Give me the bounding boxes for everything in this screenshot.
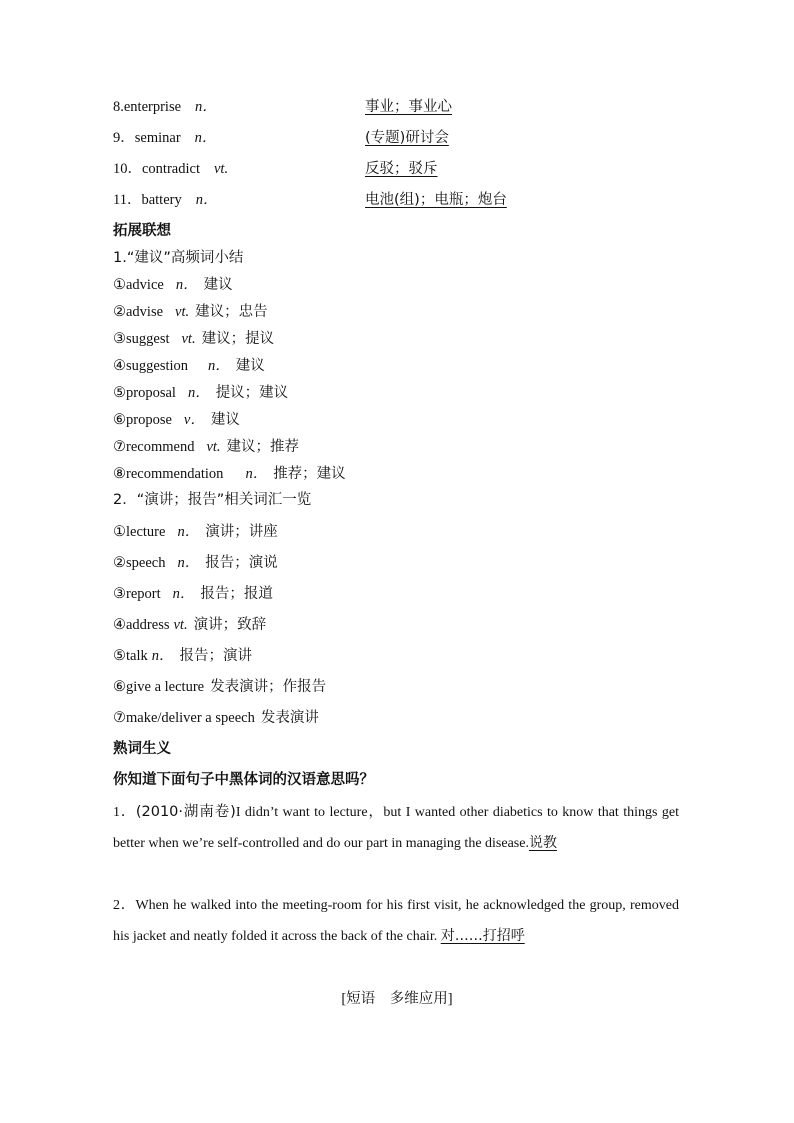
- vocab-meaning: 电池(组)；电瓶；炮台: [365, 192, 507, 208]
- vocab-row: [113, 127, 449, 149]
- list-item: ③suggest vt. 建议；提议: [113, 331, 275, 347]
- vocab-meaning: (专题)研讨会: [365, 130, 449, 146]
- vocab-pos: n．: [195, 192, 218, 208]
- list-item: ⑦recommend vt. 建议；推荐: [113, 439, 300, 455]
- answer: 对……打招呼: [440, 928, 525, 944]
- list-item: ①lecture n． 演讲；讲座: [113, 524, 278, 540]
- vocab-meaning: 事业；事业心: [365, 99, 452, 115]
- list-item: ②speech n． 报告；演说: [113, 555, 278, 571]
- list-item: ①advice n． 建议: [113, 277, 233, 293]
- group-title: 2．“演讲；报告”相关词汇一览: [113, 492, 312, 508]
- vocab-row: [113, 96, 452, 118]
- answer: 说教: [528, 835, 557, 851]
- list-item: ⑥propose v． 建议: [113, 412, 240, 428]
- list-item: ③report n． 报告；报道: [113, 586, 273, 602]
- vocab-row: [113, 189, 507, 211]
- list-item: ②advise vt. 建议；忠告: [113, 304, 268, 320]
- vocab-term: 9．seminar: [113, 130, 181, 146]
- vocab-pos: n．: [194, 130, 217, 146]
- vocab-pos: n．: [195, 99, 217, 115]
- list-item: ⑧recommendation n． 推荐；建议: [113, 466, 346, 482]
- list-item: ④suggestion n． 建议: [113, 358, 265, 374]
- section-heading-familiar: 熟词生义: [113, 741, 171, 757]
- vocab-term: 8.enterprise: [113, 99, 182, 115]
- question-prompt: 你知道下面句子中黑体词的汉语意思吗？: [113, 772, 374, 788]
- list-item: ⑦make/deliver a speech 发表演讲: [113, 710, 319, 726]
- vocab-term: 10．contradict: [113, 161, 200, 177]
- group-title: 1.“建议”高频词小结: [113, 250, 244, 266]
- vocab-term: 11．battery: [113, 192, 182, 208]
- list-item: ⑤talk n． 报告；演讲: [113, 648, 252, 664]
- vocab-row: [113, 158, 438, 180]
- list-item: ⑥give a lecture 发表演讲；作报告: [113, 679, 327, 695]
- section-label-phrases: [短语 多维应用]: [341, 991, 453, 1007]
- example-sentence: 2．When he walked into the meeting-room for his first visit, he acknowledged the group, removed his jacket and neatly folded it across the back of the chair. 对……打招呼: [113, 898, 679, 944]
- list-item: ④address vt. 演讲；致辞: [113, 617, 267, 633]
- vocab-meaning: 反驳；驳斥: [365, 161, 438, 177]
- vocab-pos: vt.: [213, 161, 229, 177]
- section-heading-expand: 拓展联想: [113, 223, 171, 239]
- example-sentence: 1．(2010·湖南卷)I didn’t want to lecture，but I wanted other diabetics to know that things get better when we’re self-controlled and do our part in managing the disease.说教: [113, 804, 679, 851]
- list-item: ⑤proposal n． 提议；建议: [113, 385, 289, 401]
